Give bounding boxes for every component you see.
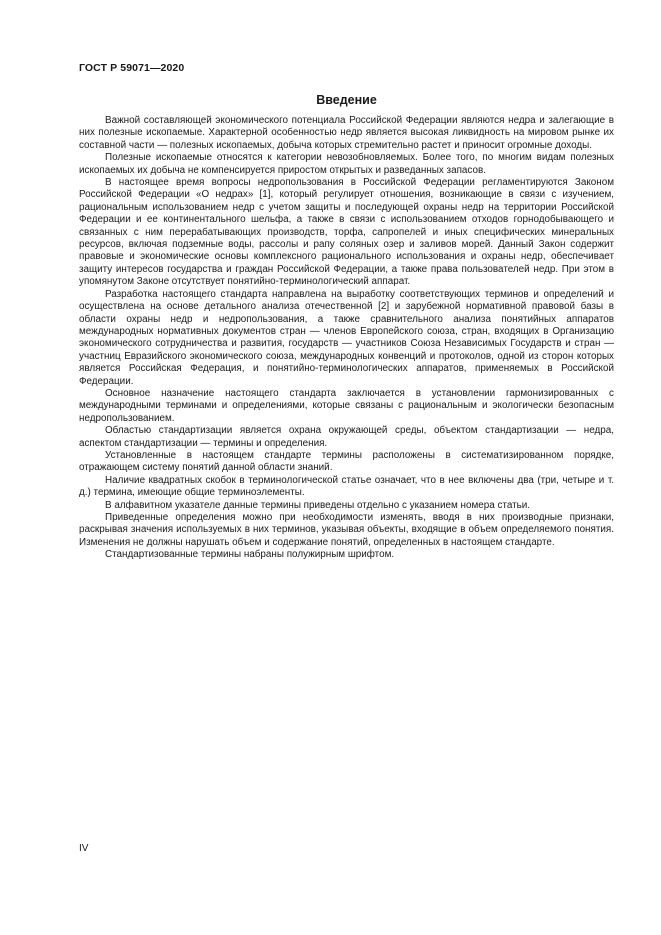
paragraph: Стандартизованные термины набраны полужирным шрифтом. <box>105 549 395 561</box>
paragraph: В алфавитном указателе данные термины приведены отдельно с указанием номера статьи. <box>105 499 531 511</box>
paragraph: Важной составляющей экономического потенциала Российской Федерации являются недра и залегающие в них полезные ископаемые. Характерной особенностью недр является высокая ликвидность на мировом рынке их составной части — полезных ископаемых, добыча которых стремительно растет и приносит огромные доходы. <box>79 115 614 151</box>
paragraph: Установленные в настоящем стандарте термины расположены в систематизированном порядке, отражающем систему понятий данной области знаний. <box>79 449 614 474</box>
introduction-body <box>79 115 614 562</box>
paragraph: Полезные ископаемые относятся к категории невозобновляемых. Более того, по многим видам полезных ископаемых их добыча не компенсируется приростом открытых и разведанных запасов. <box>79 152 614 176</box>
section-title: Введение <box>316 93 377 107</box>
page-number: IV <box>79 843 89 854</box>
document-code: ГОСТ Р 59071—2020 <box>79 62 185 74</box>
paragraph: Приведенные определения можно при необходимости изменять, вводя в них производные признаки, раскрывая значения используемых в них терминов, указывая объекты, входящие в объем определяемого понятия. Изменения не должны нарушать объем и содержание понятий, определенных в настоящем стандарте. <box>79 512 614 548</box>
paragraph: В настоящее время вопросы недропользования в Российской Федерации регламентируются Законом Российской Федерации «О недрах» [1], который регулирует отношения, возникающие в связи с изучением, рациональным использованием недр с учетом защиты и последующей охраны недр на территории Российской Федерации и ее континентального шельфа, а также в связи с использованием отходов горнодобывающего и связанных с ним перерабатывающих производств, торфа, сапропелей и иных специфических минеральных ресурсов, включая подземные воды, рассолы и рапу соляных озер и заливов морей. Данный Закон содержит правовые и экономические основы комплексного рационального использования и охраны недр, обеспечивает защиту интересов государства и граждан Российской Федерации, а также права пользователей недр. При этом в упомянутом Законе отсутствует понятийно-терминологический аппарат. <box>79 177 614 288</box>
paragraph: Наличие квадратных скобок в терминологической статье означает, что в нее включены два (три, четыре и т. д.) термина, имеющие общие терминоэлементы. <box>79 474 614 499</box>
paragraph: Разработка настоящего стандарта направлена на выработку соответствующих терминов и определений и осуществлена на основе детального анализа отечественной [2] и зарубежной нормативной правовой базы в области охраны недр и недропользования, а также сравнительного анализа понятийных аппаратов международных нормативных документов стран — членов Европейского союза, стран, входящих в Организацию экономического сотрудничества и развития, государств — участников Союза Независимых Государств и стран — участниц Евразийского экономического союза, международных конвенций и протоколов, одной из сторон которых является Российская Федерация, и понятийно-терминологических аппаратов, применяемых в Российской Федерации. <box>79 288 614 387</box>
paragraph: Областью стандартизации является охрана окружающей среды, объектом стандартизации — недра, аспектом стандартизации — термины и определения. <box>79 425 614 449</box>
paragraph: Основное назначение настоящего стандарта заключается в установлении гармонизированных с международными терминами и определениями, которые связаны с рациональным и экологически безопасным недропользованием. <box>79 387 614 424</box>
